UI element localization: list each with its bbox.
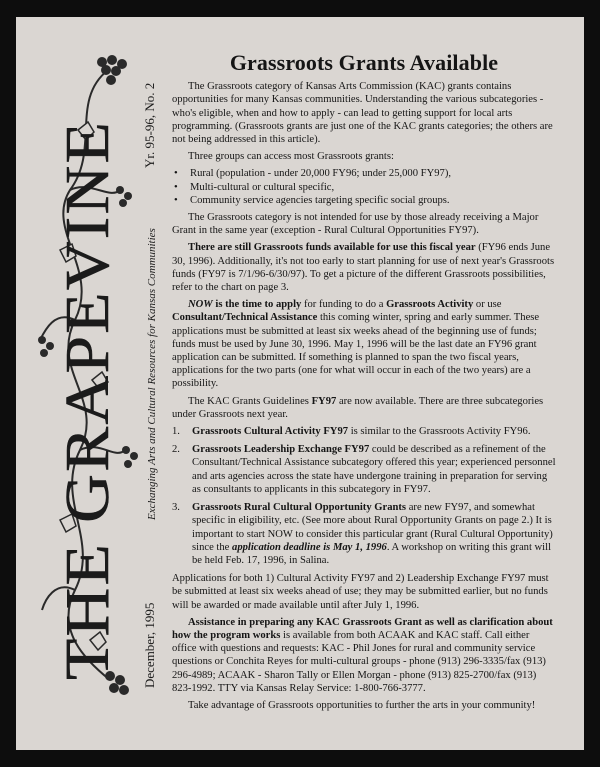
list-item: • Community service agencies targeting specific social groups.: [172, 194, 556, 207]
paragraph-groups-intro: Three groups can access most Grassroots grants:: [188, 151, 394, 163]
list-item: 2. Grassroots Leadership Exchange FY97 could be described as a refinement of the Consultant/Technical Assistance subcategory offered this year; experienced personnel and arts agencies across the state have undergone training in preparation for serving as consultants to applicants in this subcategory in FY97.: [172, 444, 556, 495]
list-item: 3. Grassroots Rural Cultural Opportunity Grants are new FY97, and somewhat specific in eligibility, etc. (See more about Rural Opportunity Grants on page 2.) It is important to start NOW to consider this particular grant (Rural Cultural Opportunity) since the application deadline is May 1, 1996. A workshop on writing this grant will be held Feb. 17, 1996, in Salina.: [172, 502, 553, 566]
paragraph-intro: The Grassroots category of Kansas Arts Commission (KAC) grants contains opportunities for many Kansas communities. Understanding the various subcategories - who's eligible, when and how to apply - can lead to getting support for local arts programming. (Grassroots grants are just one of the KAC grants categories; the others are not being addressed in this article).: [172, 81, 553, 146]
list-item: • Rural (population - under 20,000 FY96; under 25,000 FY97),: [172, 167, 556, 180]
list-item: 1. Grassroots Cultural Activity FY97 is similar to the Grassroots Activity FY96.: [172, 426, 531, 438]
list-item: • Multi-cultural or cultural specific,: [172, 181, 556, 194]
paragraph-guidelines: The KAC Grants Guidelines FY97 are now available. There are three subcategories under Grassroots next year.: [172, 395, 544, 420]
issue-date: December, 1995: [142, 602, 157, 688]
masthead-tagline: Exchanging Arts and Cultural Resources for Kansas Communities: [146, 228, 158, 520]
paragraph-not-intended: The Grassroots category is not intended for use by those already receiving a Major Grant in the same year (exception - Rural Cultural Opportunities FY97).: [172, 212, 539, 237]
paragraph-now-apply: NOW is the time to apply for funding to do a Grassroots Activity or use Consultant/Technical Assistance this coming winter, spring and early summer. These applications must be submitted at least six weeks ahead of the beginning use of funds; funds must be used by June 30, 1996. May 1, 1996 will be the last date an FY96 grant application can be submitted. If something is planned to span the two fiscal years, applications for the two parts (one for what will occur in each of the two years) are a possibility.: [172, 299, 540, 390]
paragraph-funds-available: There are still Grassroots funds available for use this fiscal year (FY96 ends June 30, 1996). Additionally, it's not too early to start planning for use of next year's Grassroots funds (FY97 is 7/1/96-6/30/97). To get a picture of the different Grassroots possibilities, refer to the chart on page 3.: [172, 242, 555, 294]
paragraph-closing: Take advantage of Grassroots opportunities to further the arts in your community!: [188, 699, 536, 711]
paragraph-assistance: Assistance in preparing any KAC Grassroots Grant as well as clarification about how the program works is available from both ACAAK and KAC staff. Call either office with questions and requests: KAC - Phil Jones for rural and community service questions or Conchita Reyes for multi-cultural groups - phone (913) 296-3335/fax (913) 296-4989; ACAAK - Sharon Tally or Ellen Morgan - phone (913) 825-2700/fax (913) 823-1992. TTY via Kansas Relay Service: 1-800-766-3777.: [172, 616, 553, 694]
issue-number: Yr. 95-96, No. 2: [142, 82, 157, 168]
article: [172, 50, 556, 716]
paragraph-applications: Applications for both 1) Cultural Activity FY97 and 2) Leadership Exchange FY97 must be submitted at least six weeks ahead of use; they may be submitted earlier, but no funds will be awarded or made available until after July 1, 1996.: [172, 573, 549, 611]
eligible-groups-list: [172, 167, 556, 207]
svg-text:THE GRAPEVINE: THE GRAPEVINE: [54, 166, 122, 680]
subcategory-list: [172, 425, 556, 567]
masthead-title: [50, 70, 130, 690]
article-headline: Grassroots Grants Available: [229, 50, 499, 75]
